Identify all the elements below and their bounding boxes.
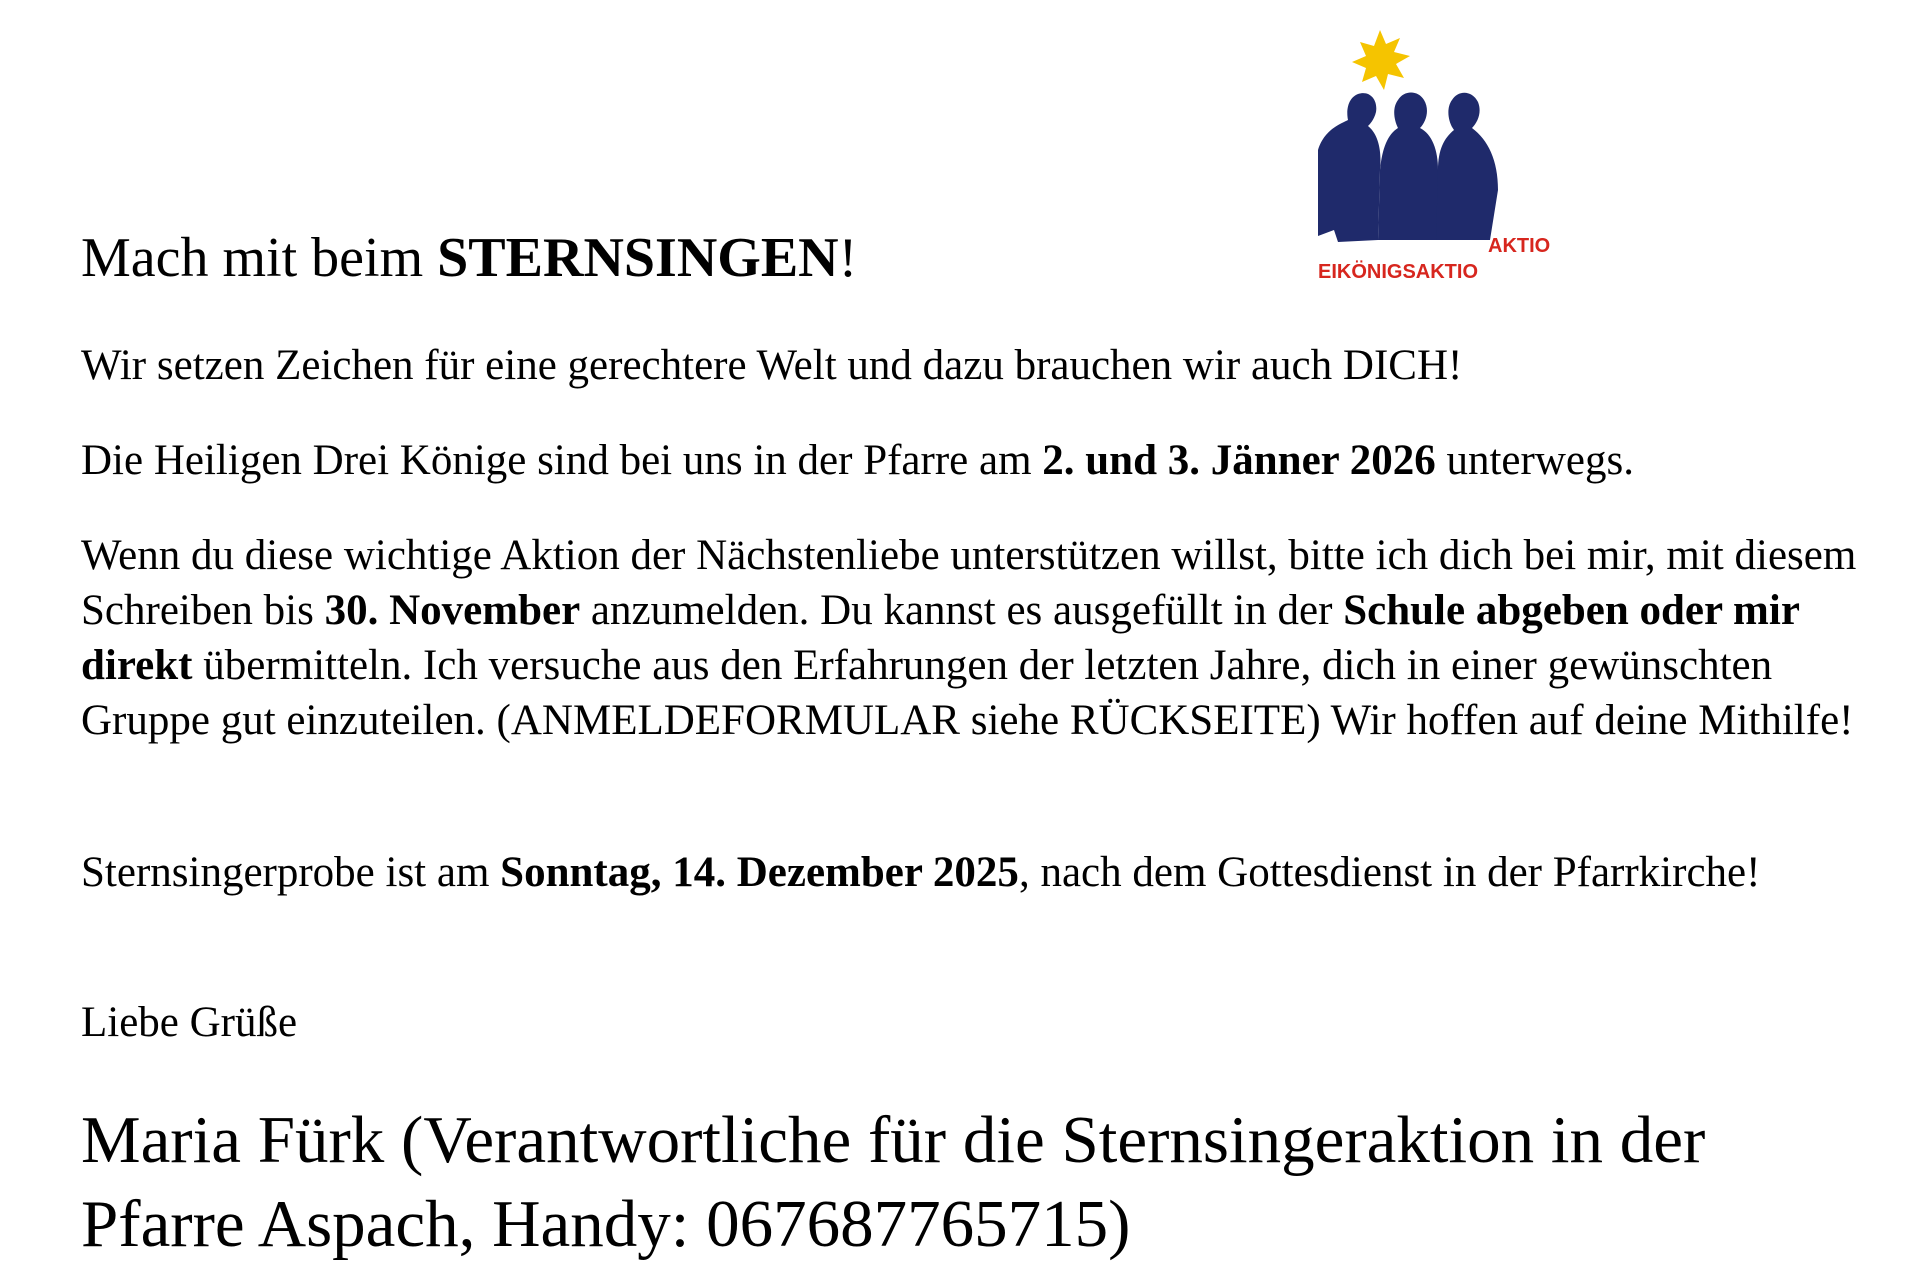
svg-text:AKTIO: AKTIO [1488, 235, 1551, 257]
paragraph-dates [81, 433, 1881, 488]
aktion-logo-image [1318, 30, 1566, 280]
signature [81, 1098, 1871, 1266]
rehearsal-date: Sonntag, 14. Dezember 2025 [500, 849, 1019, 896]
svg-text:EIKÖNIGSAKTIO: EIKÖNIGSAKTIO [1318, 261, 1479, 280]
registration-part1: Wenn du diese wichtige Aktion der Nächstenliebe unterstützen willst, bitte ich dich bei mir, mit diesem Schreiben bis [81, 532, 1857, 634]
registration-submit-info: Schule abgeben oder mir direkt [81, 587, 1800, 689]
star-icon [1352, 30, 1410, 90]
dates-bold: 2. und 3. Jänner 2026 [1042, 437, 1436, 484]
title-suffix: ! [838, 227, 858, 289]
rehearsal-text-after: , nach dem Gottesdienst in der Pfarrkirche! [1018, 849, 1761, 896]
paragraph-rehearsal [81, 845, 1871, 900]
paragraph-greeting [81, 995, 1881, 1050]
intro-text: Wir setzen Zeichen für eine gerechtere Welt und dazu brauchen wir auch DICH! [81, 342, 1463, 389]
page-title [81, 222, 857, 294]
kings-silhouette-icon [1318, 93, 1498, 243]
rehearsal-text-before: Sternsingerprobe ist am [81, 849, 501, 896]
registration-deadline: 30. November [324, 587, 581, 634]
title-highlight: STERNSINGEN [437, 227, 839, 289]
paragraph-registration [81, 528, 1871, 748]
registration-part3: übermitteln. Ich versuche aus den Erfahrungen der letzten Jahre, dich in einer gewünschten Gruppe gut einzuteilen. (ANMELDEFORMULAR siehe RÜCKSEITE) Wir hoffen auf deine Mithilfe! [81, 642, 1854, 744]
three-kings-logo-icon [1318, 30, 1566, 280]
paragraph-intro [81, 338, 1881, 393]
registration-part2: anzumelden. Du kannst es ausgefüllt in der [580, 587, 1344, 634]
title-prefix: Mach mit beim [81, 227, 438, 289]
greeting-text: Liebe Grüße [81, 999, 298, 1046]
signature-text: Maria Fürk (Verantwortliche für die Sternsingeraktion in der Pfarre Aspach, Handy: 067687765715) [81, 1103, 1706, 1261]
dates-text-before: Die Heiligen Drei Könige sind bei uns in der Pfarre am [81, 437, 1043, 484]
dates-text-after: unterwegs. [1435, 437, 1634, 484]
